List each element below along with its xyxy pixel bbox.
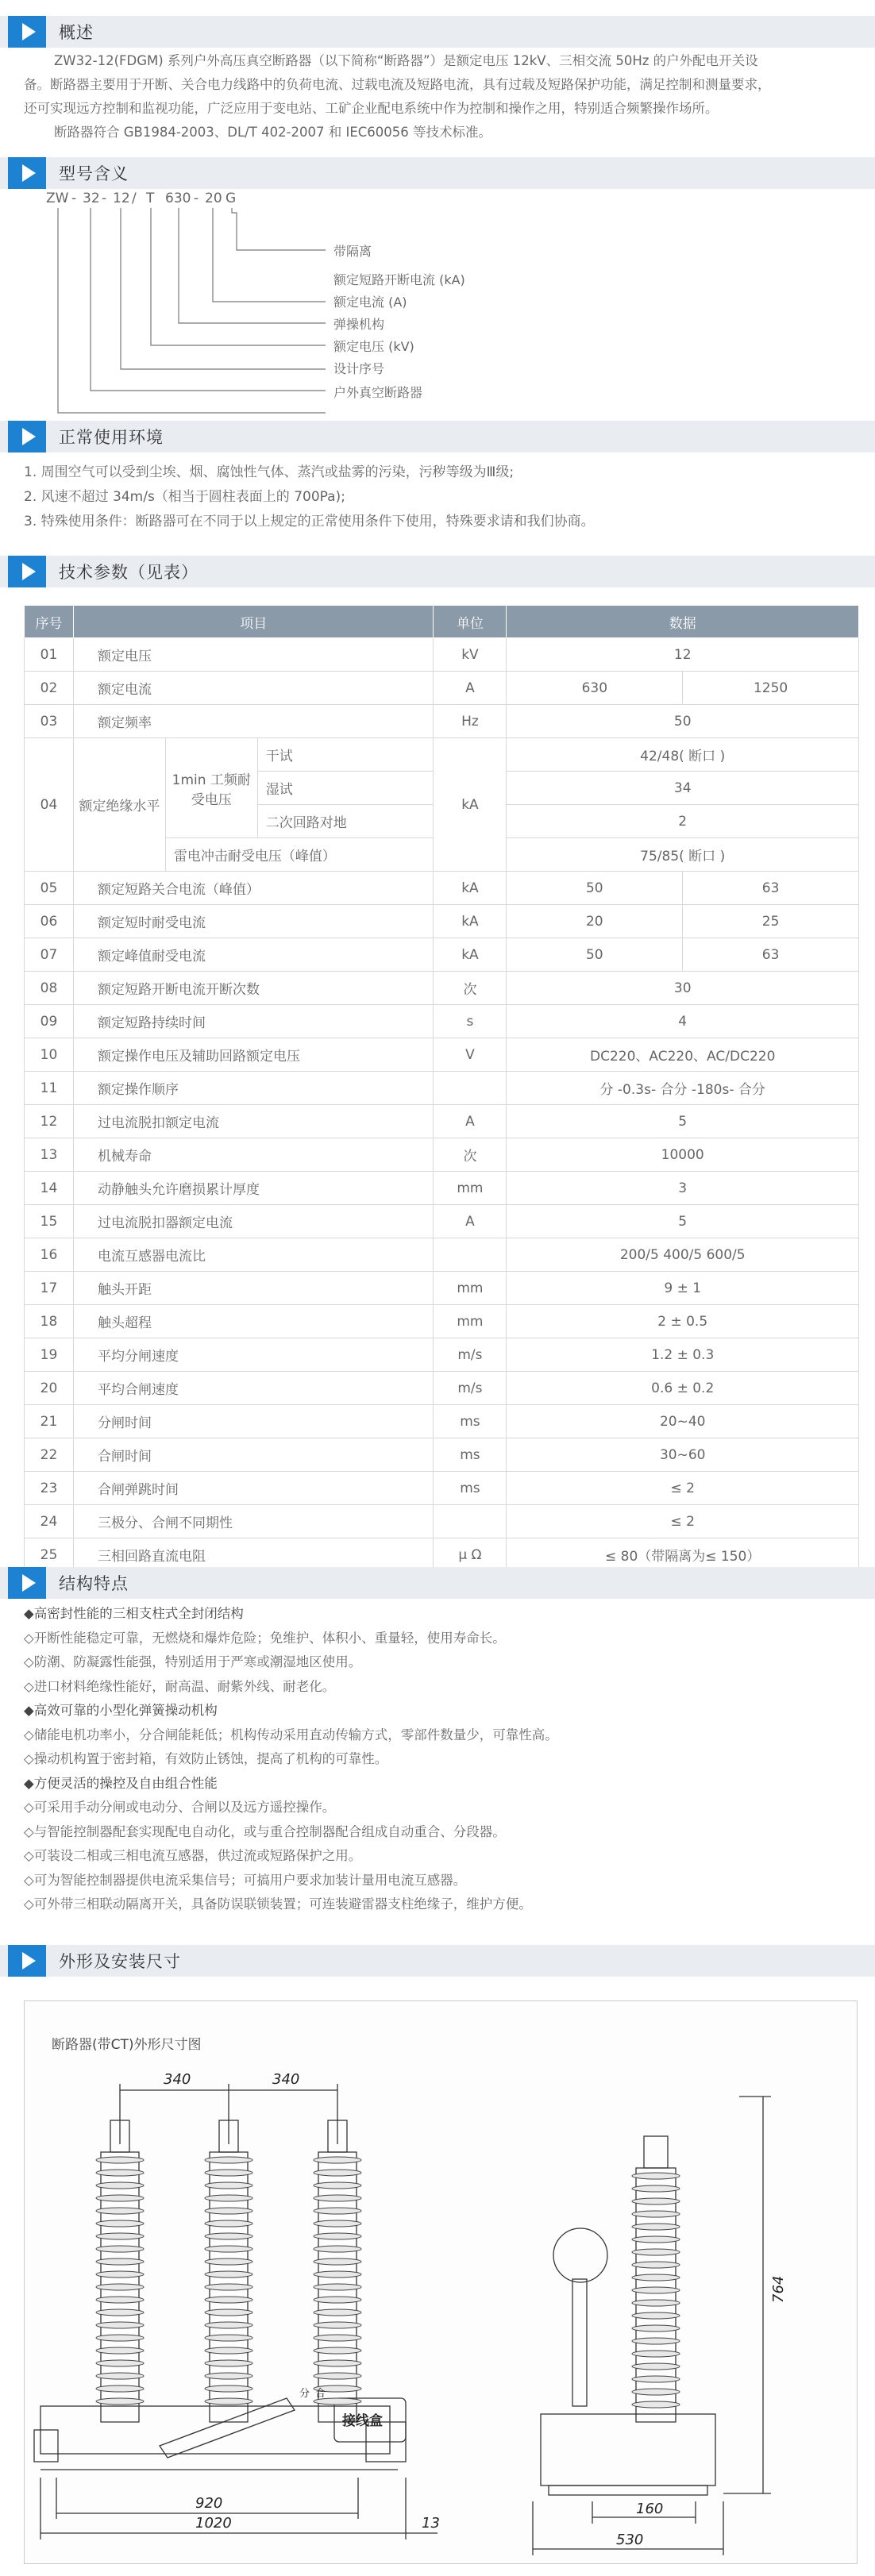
insulator-shed [205,2271,252,2278]
cell-data: 5 [507,1205,859,1238]
insulator-shed [205,2233,252,2239]
insulator-shed [632,2224,680,2230]
cell-unit: A [434,1205,507,1238]
model-diagram: ZW - 32 - 12 / T 630 - 20 G 带隔离 额定短路开断电流 (kA) 额定电流 (A) 弹操机构 额定电压 (kV) 设计序号 户外真空断路器 [0,191,635,429]
cell-unit: mm [434,1305,507,1338]
table-header-row [25,606,859,638]
model-code-part: ZW [46,191,69,206]
junction-box-label: 接线盒 [342,2413,383,2429]
insulator-shed [314,2322,361,2328]
cell-unit: mm [434,1272,507,1305]
insulator-shed [205,2157,252,2163]
insulator-shed [632,2262,680,2268]
cell-seq: 25 [25,1538,74,1572]
insulator-shed [96,2182,144,2189]
insulator-shed [632,2198,680,2204]
section-header-overview [0,16,875,48]
cell-data: 75/85( 断口 ) [507,838,859,872]
model-label: 设计序号 [333,361,385,376]
cell-item: 雷电冲击耐受电压（峰值） [165,838,434,872]
cell-seq: 01 [25,638,74,672]
insulator-shed [96,2373,144,2379]
cell-unit: kA [434,938,507,972]
cell-seq: 12 [25,1105,74,1138]
cell-data: 9 ± 1 [507,1272,859,1305]
play-icon [8,556,46,587]
insulator-shed [96,2360,144,2366]
cell-subitem: 1min 工频耐受电压 [165,738,257,838]
drawing-caption: 断路器(带CT)外形尺寸图 [52,2037,202,2053]
insulator-shed [205,2385,252,2392]
feature-heading: ◆方便灵活的操控及自由组合性能 [24,1775,218,1791]
play-icon [8,421,46,452]
cell-item: 过电流脱扣额定电流 [73,1105,434,1138]
cell-item: 额定操作顺序 [73,1072,434,1105]
table-row [25,1238,859,1272]
cell-item: 机械寿命 [73,1138,434,1172]
model-label: 额定电压 (kV) [333,339,414,354]
section-header-model [0,157,875,189]
insulator-shed [632,2173,680,2179]
insulator-shed [96,2271,144,2278]
insulator-shed [96,2347,144,2354]
section-title: 概述 [59,23,94,42]
insulator-shed [314,2347,361,2354]
section-title: 技术参数（见表） [59,563,199,582]
table-row [25,872,859,905]
insulator-shed [96,2309,144,2316]
insulator-shed [96,2258,144,2265]
table-row [25,1305,859,1338]
cell-data: 12 [507,638,859,672]
insulator-shed [632,2287,680,2293]
table-row [25,1172,859,1205]
header-data: 数据 [507,606,859,638]
play-icon [8,157,46,189]
cell-data: 50 [507,872,683,905]
cell-seq: 17 [25,1272,74,1305]
cell-unit: A [434,1105,507,1138]
model-label: 户外真空断路器 [333,385,423,400]
model-code-part: T [146,191,155,206]
insulator-shed [314,2233,361,2239]
cell-unit: s [434,1005,507,1038]
cell-seq: 21 [25,1405,74,1438]
cell-item: 二次回路对地 [257,805,434,838]
insulator-shed [96,2195,144,2201]
cell-seq: 14 [25,1172,74,1205]
table-row [25,1472,859,1505]
feature-item: ◇开断性能稳定可靠，无燃烧和爆炸危险；免维护、体积小、重量轻，使用寿命长。 [24,1630,506,1646]
table-row [25,1072,859,1105]
insulator-shed [632,2351,680,2357]
insulator-shed [205,2309,252,2316]
cell-seq: 02 [25,672,74,705]
cell-seq: 11 [25,1072,74,1105]
table-row [25,905,859,938]
cell-seq: 08 [25,972,74,1005]
insulator-shed [632,2389,680,2395]
insulator-shed [205,2373,252,2379]
feature-heading: ◆高密封性能的三相支柱式全封闭结构 [24,1606,244,1621]
cell-data: 34 [507,772,859,805]
overview-line: 备。断路器主要用于开断、关合电力线路中的负荷电流、过载电流及短路电流，具有过载及短路保护功能，满足控制和测量要求， [24,77,771,92]
insulator-shed [314,2297,361,2303]
dim-side-1: 160 [636,2501,664,2517]
feature-item: ◇可为智能控制器提供电流采集信号；可搞用户要求加装计量用电流互感器。 [24,1872,467,1888]
cell-seq: 15 [25,1205,74,1238]
environment-item: 1. 周围空气可以受到尘埃、烟、腐蚀性气体、蒸汽或盐雾的污染，污秽等级为Ⅲ级; [24,464,515,480]
insulator-shed [205,2398,252,2405]
insulator-shed [205,2297,252,2303]
cell-data: 0.6 ± 0.2 [507,1372,859,1405]
section-title: 外形及安装尺寸 [59,1952,181,1971]
cell-unit: ms [434,1472,507,1505]
table-row [25,938,859,972]
cell-item: 湿试 [257,772,434,805]
insulator-shed [314,2157,361,2163]
cell-data: DC220、AC220、AC/DC220 [507,1038,859,1072]
insulator-shed [314,2373,361,2379]
spec-table-body [25,638,859,1572]
insulator-shed [96,2297,144,2303]
insulator-shed [205,2335,252,2341]
insulator-shed [96,2157,144,2163]
insulator-shed [96,2170,144,2176]
overview-line: 还可实现远方控制和监视功能，广泛应用于变电站、工矿企业配电系统中作为控制和操作之用，特别适合频繁操作场所。 [24,101,719,116]
table-row [25,1505,859,1538]
cell-unit: A [434,672,507,705]
cell-unit [434,1238,507,1272]
cell-seq: 09 [25,1005,74,1038]
feature-item: ◇防潮、防凝露性能强，特别适用于严寒或潮湿地区使用。 [24,1654,362,1669]
cell-data: 50 [507,705,859,738]
cell-seq: 22 [25,1438,74,1472]
cell-unit: mm [434,1172,507,1205]
cell-item: 额定频率 [73,705,434,738]
model-label: 弹操机构 [333,317,385,332]
section-header-features [0,1567,875,1599]
insulator-shed [205,2258,252,2265]
section-header-environment [0,421,875,452]
overview-text [24,49,858,144]
model-code-part: 12 [113,191,130,206]
insulator-shed [314,2182,361,2189]
cell-seq: 20 [25,1372,74,1405]
insulator-shed [314,2246,361,2252]
insulator-shed [96,2284,144,2290]
insulator-shed [96,2233,144,2239]
insulator-shed [314,2360,361,2366]
cell-seq: 07 [25,938,74,972]
insulator-shed [96,2322,144,2328]
header-seq: 序号 [25,606,74,638]
insulator-shed [632,2312,680,2319]
insulator-shed [96,2208,144,2214]
insulator-shed [96,2220,144,2227]
model-label: 额定短路开断电流 (kA) [333,272,465,287]
cell-unit: kA [434,738,507,872]
insulator-shed [632,2376,680,2382]
section-title: 结构特点 [59,1574,129,1593]
cell-unit: kA [434,905,507,938]
dim-height: 764 [770,2275,787,2303]
cell-unit [434,1072,507,1105]
cell-unit: m/s [434,1372,507,1405]
cell-item: 额定峰值耐受电流 [73,938,434,972]
table-row [25,1005,859,1038]
cell-data: 5 [507,1105,859,1138]
insulator-shed [632,2236,680,2243]
feature-item: ◇进口材料绝缘性能好，耐高温、耐紫外线、耐老化。 [24,1678,336,1694]
table-row [25,1338,859,1372]
cell-data: 25 [683,905,859,938]
feature-item: ◇可外带三相联动隔离开关，具备防误联锁装置；可连装避雷器支柱绝缘子，维护方便。 [24,1896,532,1912]
cell-seq: 23 [25,1472,74,1505]
cell-data: 63 [683,872,859,905]
cell-item: 三极分、合闸不同期性 [73,1505,434,1538]
overview-line: 断路器符合 GB1984-2003、DL/T 402-2007 和 IEC60056 等技术标准。 [54,125,492,140]
cell-item: 触头开距 [73,1272,434,1305]
base-frame [40,2406,390,2454]
table-row [25,1272,859,1305]
cell-unit: m/s [434,1338,507,1372]
model-code-part: 20 [205,191,222,206]
cell-seq: 19 [25,1338,74,1372]
spec-table [24,605,859,1572]
insulator-shed [314,2170,361,2176]
cell-item: 额定操作电压及辅助回路额定电压 [73,1038,434,1072]
cell-item: 动静触头允许磨损累计厚度 [73,1172,434,1205]
cell-item: 触头超程 [73,1305,434,1338]
cell-seq: 03 [25,705,74,738]
insulator-shed [314,2271,361,2278]
table-row [25,738,859,772]
cell-item: 合闸弹跳时间 [73,1472,434,1505]
dim-total: 1020 [195,2515,232,2532]
cell-item: 额定短时耐受电流 [73,905,434,938]
dimension-drawing [24,2000,858,2564]
dim-pitch-2: 340 [272,2071,300,2088]
play-icon [8,16,46,48]
insulator-shed [96,2246,144,2252]
insulator-shed [205,2284,252,2290]
table-row [25,638,859,672]
insulator-shed [632,2274,680,2281]
cell-unit: μ Ω [434,1538,507,1572]
table-row [25,1438,859,1472]
header-item: 项目 [73,606,434,638]
insulator-shed [314,2335,361,2341]
table-row [25,972,859,1005]
cell-unit: kA [434,872,507,905]
model-code-part: 630 [165,191,191,206]
insulator-shed [632,2338,680,2344]
cell-item: 额定绝缘水平 [73,738,165,872]
cell-data: 200/5 400/5 600/5 [507,1238,859,1272]
cell-data: 30 [507,972,859,1005]
section-title: 型号含义 [59,164,129,183]
cell-data: 63 [683,938,859,972]
cell-item: 额定短路持续时间 [73,1005,434,1038]
cell-seq: 04 [25,738,74,872]
cell-unit: 次 [434,1138,507,1172]
cell-item: 额定电流 [73,672,434,705]
environment-item: 2. 风速不超过 34m/s（相当于圆柱表面上的 700Pa); [24,489,345,505]
environment-list [24,460,595,534]
cell-seq: 10 [25,1038,74,1072]
cell-data: 50 [507,938,683,972]
table-row [25,1405,859,1438]
section-title: 正常使用环境 [59,428,164,447]
cell-data: 20~40 [507,1405,859,1438]
cell-item: 三相回路直流电阻 [73,1538,434,1572]
cell-data: 4 [507,1005,859,1038]
insulator-shed [632,2363,680,2370]
insulator-shed [632,2325,680,2331]
cell-item: 额定短路关合电流（峰值） [73,872,434,905]
model-code-part: 32 [83,191,100,206]
cell-item: 平均合闸速度 [73,1372,434,1405]
feature-item: ◇可装设二相或三相电流互感器，供过流或短路保护之用。 [24,1848,362,1863]
operating-lever [160,2398,295,2458]
cell-item: 合闸时间 [73,1438,434,1472]
insulator-shed [632,2185,680,2192]
cell-data: 20 [507,905,683,938]
overview-line: ZW32-12(FDGM) 系列户外高压真空断路器（以下简称“断路器”）是额定电压 12kV、三相交流 50Hz 的户外配电开关设 [54,53,758,68]
play-icon [8,1567,46,1599]
dim-offset: 13 [422,2515,440,2532]
dim-pitch-1: 340 [164,2071,191,2088]
play-icon [8,1945,46,1977]
table-row [25,705,859,738]
cell-item: 分闸时间 [73,1405,434,1438]
insulator-shed [205,2195,252,2201]
model-lines [0,191,635,429]
cell-seq: 05 [25,872,74,905]
insulator-shed [314,2195,361,2201]
insulator-shed [314,2284,361,2290]
cell-seq: 06 [25,905,74,938]
insulator-shed [632,2211,680,2217]
cell-unit: ms [434,1405,507,1438]
insulator-shed [632,2300,680,2306]
feature-item: ◇与智能控制器配套实现配电自动化，或与重合控制器配合组成自动重合、分段器。 [24,1823,506,1839]
insulator-shed [205,2347,252,2354]
cell-data: 1.2 ± 0.3 [507,1338,859,1372]
cell-item: 过电流脱扣器额定电流 [73,1205,434,1238]
cell-data: 630 [507,672,683,705]
insulator-shed [96,2398,144,2405]
insulator-shed [632,2249,680,2255]
close-label: 合 [315,2388,326,2400]
table-row [25,1372,859,1405]
cell-unit: 次 [434,972,507,1005]
insulator-shed [205,2246,252,2252]
model-label: 额定电流 (A) [333,295,407,310]
cell-unit: ms [434,1438,507,1472]
cell-data: 42/48( 断口 ) [507,738,859,772]
open-label: 分 [299,2388,310,2400]
table-row [25,1205,859,1238]
features-list [24,1602,558,1917]
cell-seq: 24 [25,1505,74,1538]
cell-item: 干试 [257,738,434,772]
cell-data: 2 [507,805,859,838]
cell-item: 平均分闸速度 [73,1338,434,1372]
table-row [25,672,859,705]
insulator-shed [314,2309,361,2316]
cell-data: 1250 [683,672,859,705]
cell-item: 额定短路开断电流开断次数 [73,972,434,1005]
insulator-shed [96,2385,144,2392]
insulator-shed [314,2220,361,2227]
feature-item: ◇操动机构置于密封箱，有效防止锈蚀，提高了机构的可靠性。 [24,1751,388,1766]
insulator-shed [96,2335,144,2341]
cell-item: 电流互感器电流比 [73,1238,434,1272]
insulator-shed [314,2208,361,2214]
cell-unit: Hz [434,705,507,738]
insulator-shed [205,2322,252,2328]
insulator-shed [205,2208,252,2214]
cell-unit [434,1505,507,1538]
table-row [25,1038,859,1072]
feature-item: ◇储能电机功率小，分合闸能耗低；机构传动采用直动传输方式，零部件数量少，可靠性高。 [24,1727,558,1742]
insulator-shed [205,2220,252,2227]
breaker-outline-drawing [25,2001,858,2565]
feature-heading: ◆高效可靠的小型化弹簧操动机构 [24,1703,218,1718]
environment-item: 3. 特殊使用条件：断路器可在不同于以上规定的正常使用条件下使用，特殊要求请和我们协商。 [24,514,595,529]
table-row [25,1138,859,1172]
cell-data: ≤ 80（带隔离为≤ 150） [507,1538,859,1572]
cell-data: 10000 [507,1138,859,1172]
cell-seq: 18 [25,1305,74,1338]
dim-side-2: 530 [616,2532,644,2548]
insulator-shed [205,2182,252,2189]
cell-data: 分 -0.3s- 合分 -180s- 合分 [507,1072,859,1105]
feature-item: ◇可采用手动分闸或电动分、合闸以及远方遥控操作。 [24,1800,336,1815]
dim-width: 920 [195,2495,223,2512]
table-row [25,1105,859,1138]
insulator-shed [314,2258,361,2265]
insulator-shed [632,2401,680,2408]
cell-item: 额定电压 [73,638,434,672]
cell-seq: 16 [25,1238,74,1272]
insulator-shed [205,2360,252,2366]
cell-data: 2 ± 0.5 [507,1305,859,1338]
model-code-part: G [225,191,237,206]
cell-unit: kV [434,638,507,672]
model-label: 带隔离 [333,244,372,259]
insulator-shed [205,2170,252,2176]
cell-data: 3 [507,1172,859,1205]
cell-data: 30~60 [507,1438,859,1472]
cell-data: ≤ 2 [507,1472,859,1505]
cell-unit: V [434,1038,507,1072]
cell-data: ≤ 2 [507,1505,859,1538]
section-header-install [0,1945,875,1977]
header-unit: 单位 [434,606,507,638]
section-header-specs [0,556,875,587]
cell-seq: 13 [25,1138,74,1172]
